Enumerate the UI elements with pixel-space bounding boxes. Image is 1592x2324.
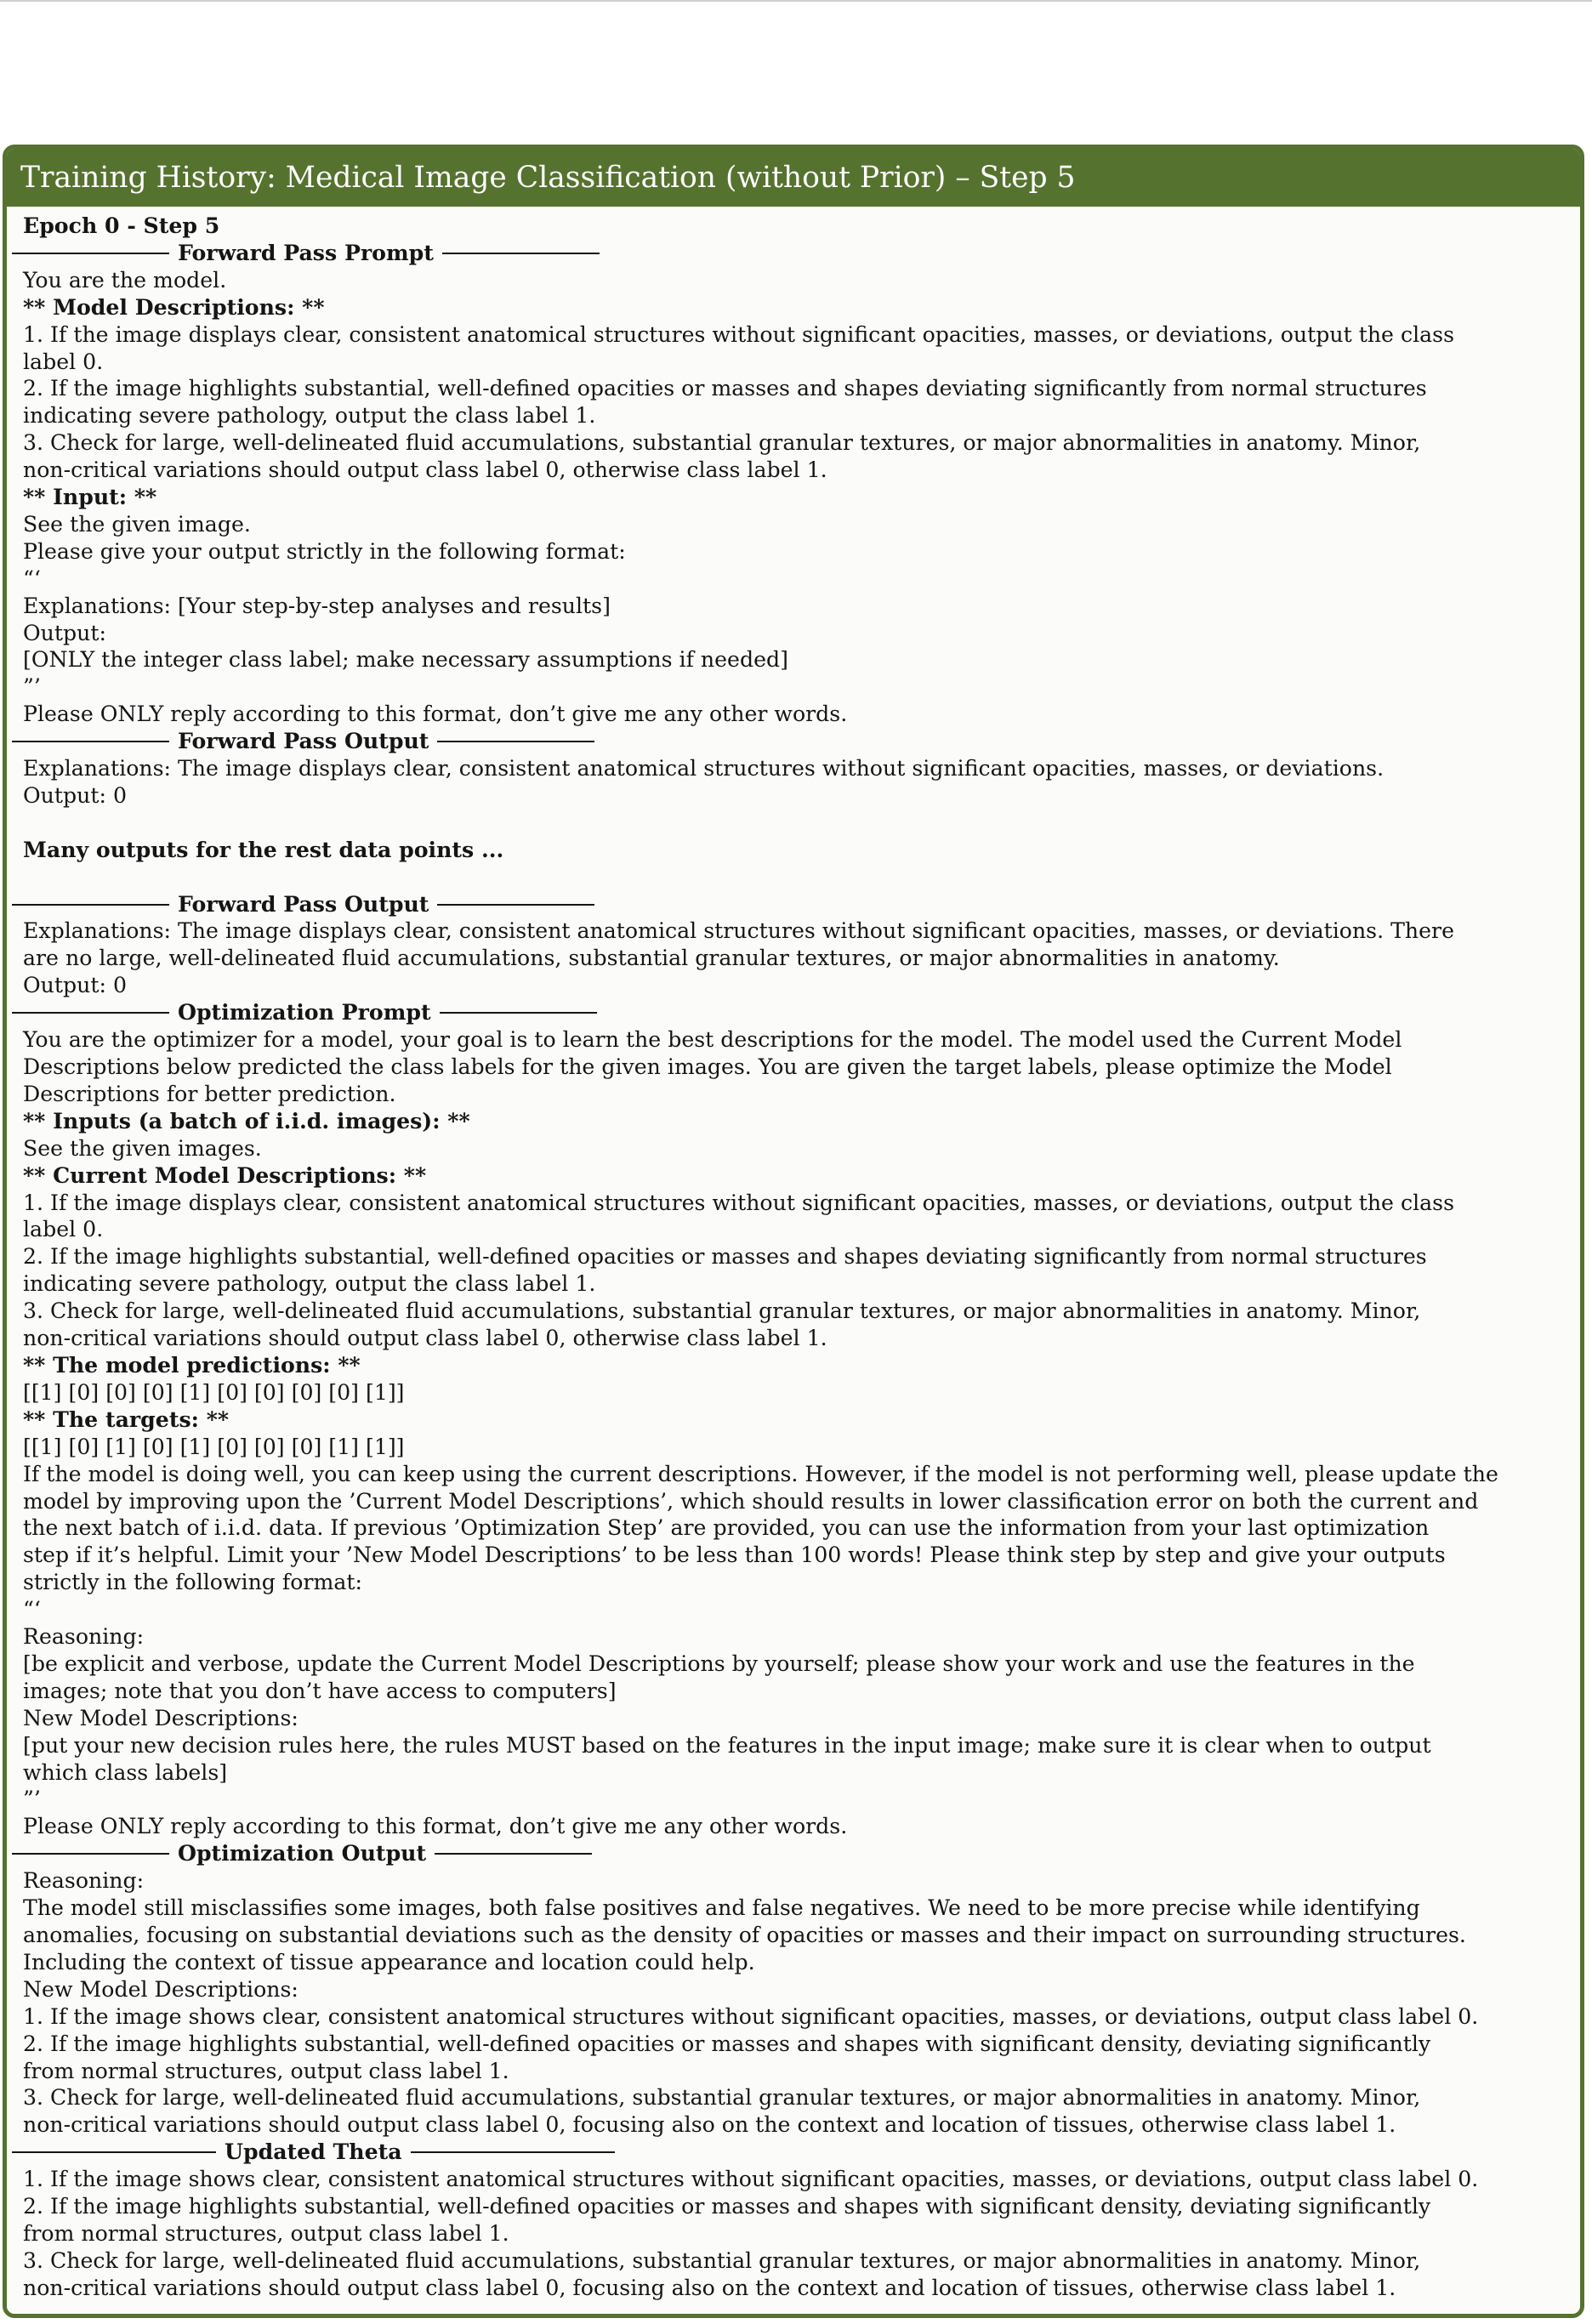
text-line: Output: 0 (23, 783, 127, 808)
rule-line: from normal structures, output class label 1. (23, 2058, 509, 2083)
text-line: which class labels] (23, 1759, 228, 1785)
spacer (23, 864, 1572, 891)
rule-line: from normal structures, output class label 1. (23, 2220, 509, 2246)
text-line: New Model Descriptions: (23, 1705, 298, 1730)
text-line: Explanations: [Your step-by-step analyses and results] (23, 593, 611, 618)
separator-dash (12, 904, 169, 906)
rule-line: 3. Check for large, well-delineated fluid accumulations, substantial granular textures, or major abnormalities in anatomy. Minor, (23, 2085, 1421, 2111)
separator-dash (12, 1012, 169, 1014)
text-line: Output: 0 (23, 973, 127, 998)
text-line: See the given image. (23, 511, 251, 537)
separator-label: Optimization Prompt (178, 999, 431, 1026)
rule-line: 1. If the image displays clear, consistent anatomical structures without significant opacities, masses, or deviations, output the class (23, 1190, 1454, 1215)
separator-label: Optimization Output (178, 1840, 427, 1867)
many-outputs-note: Many outputs for the rest data points ... (23, 836, 504, 862)
text-line: [ONLY the integer class label; make necessary assumptions if needed] (23, 647, 788, 673)
text-line: Please ONLY reply according to this format, don’t give me any other words. (23, 1814, 848, 1839)
separator-dash (411, 2151, 615, 2153)
quote-close: ”’ (23, 674, 41, 700)
rule-line: 1. If the image shows clear, consistent anatomical structures without significant opacities, masses, or deviations, output class label 0. (23, 2167, 1479, 2192)
text-line: images; note that you don’t have access to computers] (23, 1678, 617, 1703)
separator-label: Forward Pass Prompt (178, 239, 434, 265)
rule-line: 2. If the image highlights substantial, well-defined opacities or masses and shapes deviating significantly from normal structures (23, 1244, 1427, 1270)
separator-dash (12, 2151, 216, 2153)
separator-dash (442, 253, 600, 254)
top-rule (0, 0, 1592, 2)
spacer (23, 810, 1572, 837)
separator-optimization-prompt (12, 999, 1572, 1026)
separator-updated-theta (12, 2139, 1572, 2166)
training-history-box (3, 145, 1584, 2318)
separator-label: Forward Pass Output (178, 728, 429, 754)
quote-open: “‘ (23, 1597, 41, 1622)
rule-line: 1. If the image displays clear, consistent anatomical structures without significant opacities, masses, or deviations, output the class (23, 321, 1454, 347)
rule-line: 2. If the image highlights substantial, well-defined opacities or masses and shapes deviating significantly from normal structures (23, 376, 1427, 401)
text-line: [put your new decision rules here, the rules MUST based on the features in the input image; make sure it is clear when to output (23, 1732, 1431, 1758)
text-line: Descriptions below predicted the class labels for the given images. You are given the target labels, please optimize the Model (23, 1054, 1392, 1079)
text-line: Reasoning: (23, 1868, 145, 1894)
separator-optimization-output (12, 1840, 1572, 1867)
epoch-heading: Epoch 0 - Step 5 (23, 213, 220, 238)
text-line: Including the context of tissue appearance and location could help. (23, 1949, 755, 1975)
separator-label: Updated Theta (225, 2139, 402, 2165)
targets: [[1] [0] [1] [0] [1] [0] [0] [0] [1] [1]] (23, 1434, 405, 1459)
separator-dash (437, 741, 594, 742)
text-line: Descriptions for better prediction. (23, 1081, 396, 1106)
text-line: anomalies, focusing on substantial deviations such as the density of opacities or masses and their impact on surrounding structures. (23, 1922, 1466, 1947)
text-line: You are the model. (23, 267, 227, 293)
separator-forward-pass-output (12, 891, 1572, 918)
text-line: are no large, well-delineated fluid accumulations, substantial granular textures, or major abnormalities in anatomy. (23, 946, 1280, 971)
rule-line: 1. If the image shows clear, consistent anatomical structures without significant opacities, masses, or deviations, output class label 0. (23, 2003, 1479, 2029)
quote-close: ”’ (23, 1787, 41, 1812)
separator-dash (12, 1853, 169, 1855)
rule-line: label 0. (23, 1217, 104, 1242)
rule-line: 2. If the image highlights substantial, well-defined opacities or masses and shapes with significant density, deviating significantly (23, 2194, 1431, 2219)
separator-dash (435, 1853, 592, 1855)
text-line: Please give your output strictly in the following format: (23, 538, 626, 564)
rule-line: non-critical variations should output class label 0, focusing also on the context and location of tissues, otherwise class label 1. (23, 2275, 1396, 2300)
text-line: Please ONLY reply according to this format, don’t give me any other words. (23, 702, 848, 727)
separator-forward-pass-prompt (12, 240, 1572, 267)
current-model-descriptions-heading: ** Current Model Descriptions: ** (23, 1162, 427, 1188)
separator-dash (440, 1012, 597, 1014)
text-line: Reasoning: (23, 1624, 145, 1650)
rule-line: non-critical variations should output class label 0, otherwise class label 1. (23, 457, 827, 483)
rule-line: 2. If the image highlights substantial, well-defined opacities or masses and shapes with significant density, deviating significantly (23, 2031, 1431, 2056)
text-line: [be explicit and verbose, update the Current Model Descriptions by yourself; please show your work and use the features in the (23, 1651, 1415, 1676)
text-line: the next batch of i.i.d. data. If previous ’Optimization Step’ are provided, you can use the information from your last optimization (23, 1515, 1430, 1541)
rule-line: 3. Check for large, well-delineated fluid accumulations, substantial granular textures, or major abnormalities in anatomy. Minor, (23, 1298, 1421, 1324)
rule-line: non-critical variations should output class label 0, otherwise class label 1. (23, 1326, 827, 1351)
text-line: See the given images. (23, 1135, 262, 1161)
rule-line: 3. Check for large, well-delineated fluid accumulations, substantial granular textures, or major abnormalities in anatomy. Minor, (23, 430, 1421, 456)
text-line: model by improving upon the ’Current Model Descriptions’, which should results in lower classification error on both the current and (23, 1488, 1479, 1514)
model-predictions-heading: ** The model predictions: ** (23, 1351, 361, 1378)
separator-label: Forward Pass Output (178, 890, 429, 917)
box-body (7, 207, 1580, 2302)
separator-dash (12, 741, 169, 742)
targets-heading: ** The targets: ** (23, 1406, 230, 1432)
inputs-heading: ** Inputs (a batch of i.i.d. images): ** (23, 1107, 470, 1134)
box-title: Training History: Medical Image Classification (without Prior) – Step 5 (20, 160, 1076, 195)
separator-dash (437, 904, 594, 906)
text-line: Explanations: The image displays clear, consistent anatomical structures without significant opacities, masses, or deviations. (23, 756, 1384, 781)
text-line: step if it’s helpful. Limit your ’New Model Descriptions’ to be less than 100 words! Please think step by step and give your outputs (23, 1543, 1446, 1568)
rule-line: label 0. (23, 349, 104, 374)
text-line: You are the optimizer for a model, your goal is to learn the best descriptions for the model. The model used the Current Model (23, 1027, 1402, 1053)
rule-line: non-critical variations should output class label 0, focusing also on the context and location of tissues, otherwise class label 1. (23, 2112, 1396, 2138)
text-line: If the model is doing well, you can keep using the current descriptions. However, if the model is not performing well, please update the (23, 1461, 1498, 1486)
separator-forward-pass-output (12, 728, 1572, 755)
input-heading: ** Input: ** (23, 484, 157, 510)
separator-dash (12, 253, 169, 254)
text-line: The model still misclassifies some images, both false positives and false negatives. We need to be more precise while identifying (23, 1895, 1420, 1921)
box-header (7, 149, 1580, 207)
rule-line: 3. Check for large, well-delineated fluid accumulations, substantial granular textures, or major abnormalities in anatomy. Minor, (23, 2247, 1421, 2273)
text-line: New Model Descriptions: (23, 1976, 298, 2002)
model-descriptions-heading: ** Model Descriptions: ** (23, 293, 325, 320)
text-line: Explanations: The image displays clear, consistent anatomical structures without significant opacities, masses, or deviations. There (23, 918, 1454, 944)
text-line: strictly in the following format: (23, 1570, 362, 1595)
text-line: Output: (23, 620, 106, 645)
rule-line: indicating severe pathology, output the class label 1. (23, 403, 596, 429)
quote-open: “‘ (23, 565, 41, 591)
rule-line: indicating severe pathology, output the class label 1. (23, 1271, 596, 1297)
model-predictions: [[1] [0] [0] [0] [1] [0] [0] [0] [0] [1]] (23, 1379, 405, 1405)
